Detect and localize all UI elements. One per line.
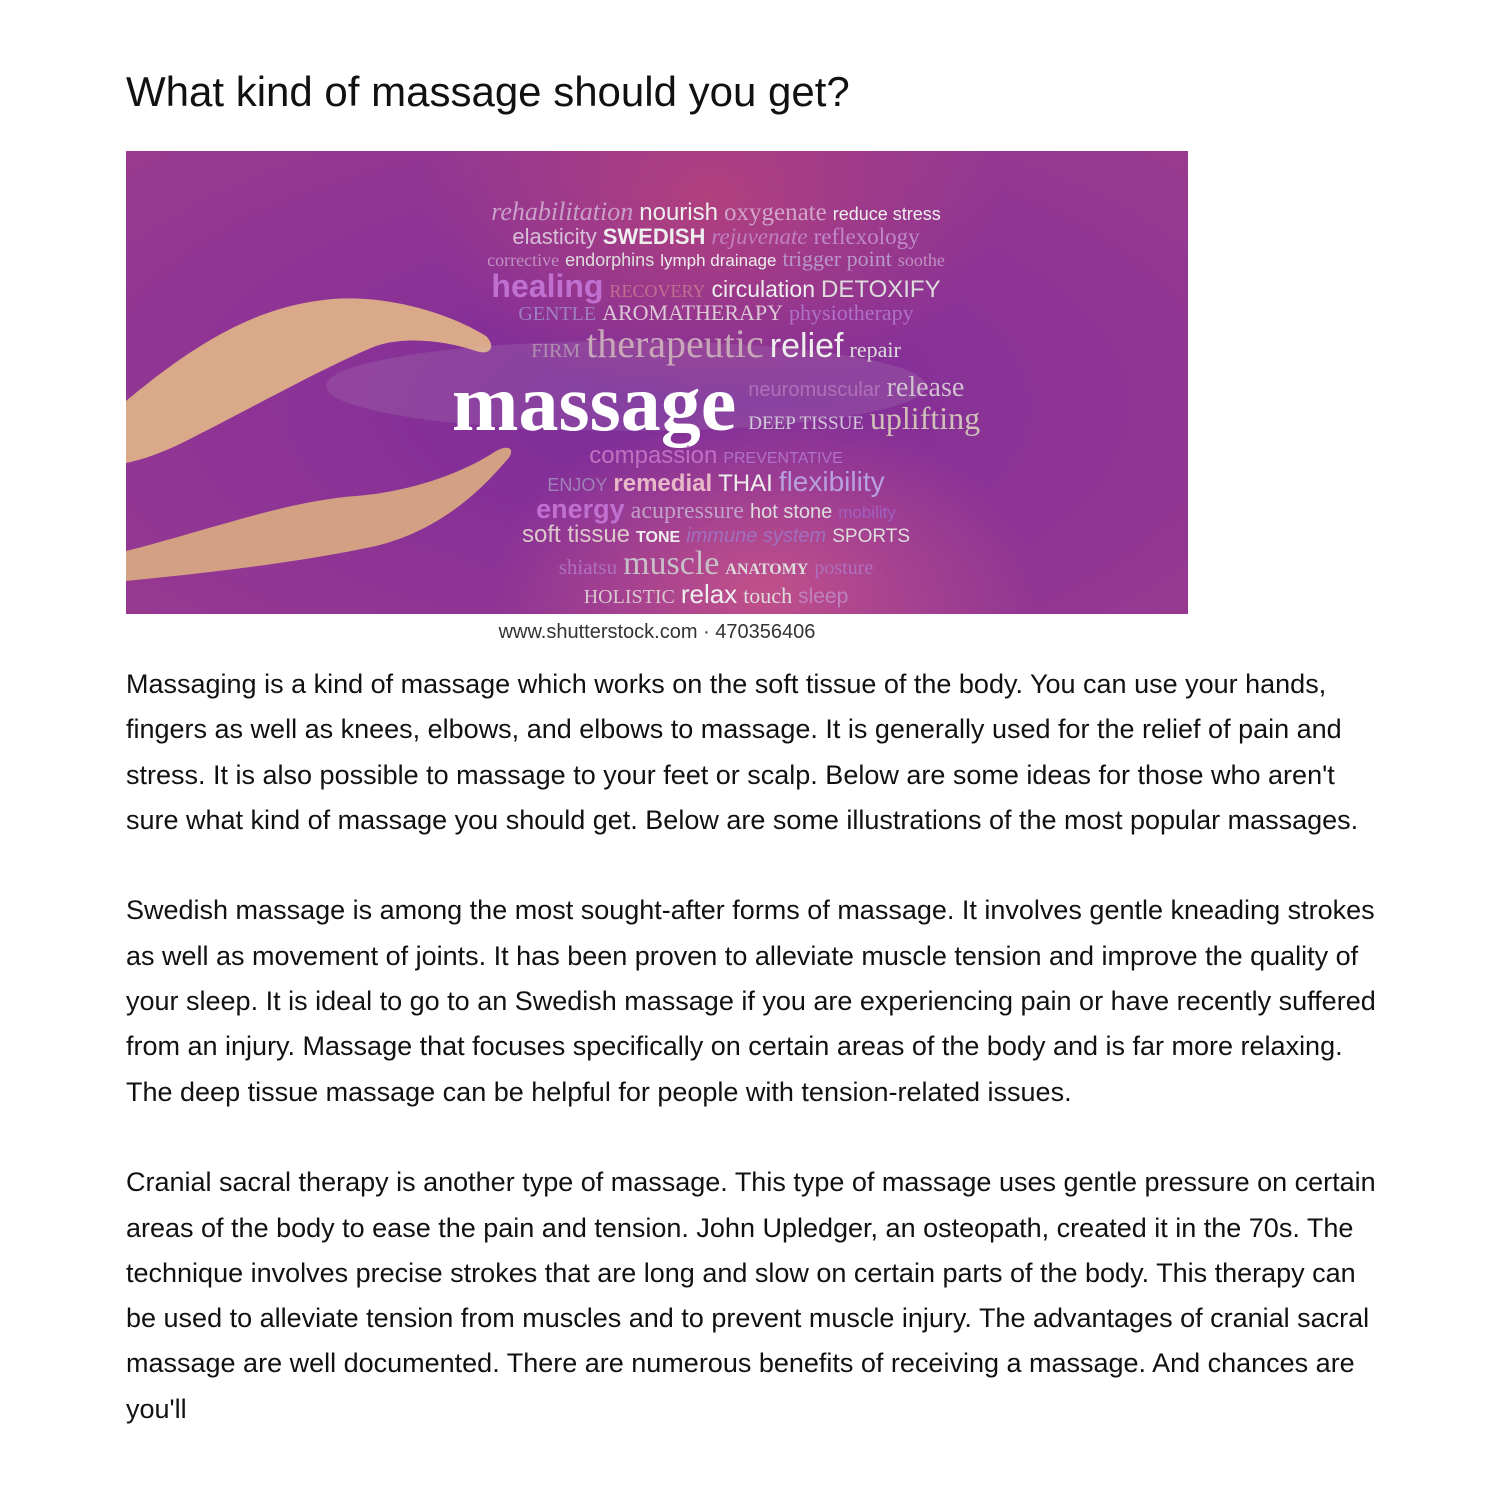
word-group: [745, 374, 983, 434]
word: immune system: [686, 525, 827, 547]
word: soothe: [897, 250, 945, 270]
massage-word-cloud-image: [126, 151, 1188, 614]
word: DEEP TISSUE: [748, 413, 864, 434]
word: DETOXIFY: [821, 276, 941, 303]
word: rehabilitation: [491, 197, 634, 226]
word-row: [745, 374, 967, 402]
word: soft tissue: [521, 521, 631, 548]
paragraph: Swedish massage is among the most sought-after forms of massage. It involves gentle kneading strokes as well as movement of joints. It has been proven to alleviate muscle tension and improve the quality of your sleep. It is ideal to go to an Swedish massage if you are experiencing pain or have recently suffered from an injury. Massage that focuses specifically on certain areas of the body and is far more relaxing. The deep tissue massage can be helpful for people with tension-related issues.: [126, 895, 1376, 1107]
word: touch: [743, 583, 793, 608]
word: rejuvenate: [711, 224, 808, 249]
word: compassion: [589, 442, 718, 469]
word: acupressure: [630, 498, 744, 524]
word-row: [488, 199, 944, 225]
word: ENJOY: [547, 475, 608, 495]
word: THAI: [718, 470, 773, 497]
word-row: [586, 444, 846, 468]
word: shiatsu: [558, 555, 618, 579]
word-row: [556, 547, 877, 581]
word: neuromuscular: [748, 379, 881, 401]
word: trigger point: [782, 246, 892, 271]
word: sleep: [798, 585, 849, 608]
word: oxygenate: [723, 199, 827, 226]
word-row: [509, 225, 922, 248]
article-body: [126, 662, 1386, 1477]
word: circulation: [711, 276, 815, 302]
word-row: [449, 360, 983, 448]
word: elasticity: [512, 224, 597, 249]
word: GENTLE: [518, 303, 597, 325]
word-row: [581, 581, 852, 607]
word: therapeutic: [586, 321, 764, 366]
word: AROMATHERAPY: [602, 300, 784, 325]
word: remedial: [613, 470, 713, 497]
word: RECOVERY: [609, 281, 706, 301]
word: reduce stress: [832, 204, 941, 224]
image-caption: www.shutterstock.com · 470356406: [498, 621, 816, 643]
word-row: [519, 523, 913, 547]
word-row: [484, 248, 948, 270]
word: muscle: [623, 545, 720, 582]
word-row: [488, 270, 943, 302]
word: reflexology: [813, 224, 920, 249]
word: TONE: [636, 529, 681, 546]
word: repair: [849, 337, 901, 362]
page-title: What kind of massage should you get?: [126, 68, 850, 115]
word: SWEDISH: [602, 224, 706, 249]
paragraph: Massaging is a kind of massage which works on the soft tissue of the body. You can use your hands, fingers as well as knees, elbows, and elbows to massage. It is generally used for the relief of pain and stress. It is also possible to massage to your feet or scalp. Below are some ideas for those who aren't sure what kind of massage you should get. Below are some illustrations of the most popular massages.: [126, 669, 1359, 835]
word: uplifting: [869, 400, 981, 436]
word: energy: [536, 494, 625, 524]
word: relief: [769, 327, 844, 365]
word: release: [886, 372, 965, 403]
word: posture: [814, 557, 874, 579]
word: lymph drainage: [660, 251, 777, 270]
word-row: [533, 496, 899, 523]
word: mobility: [838, 503, 896, 522]
word: corrective: [487, 250, 560, 270]
word: flexibility: [778, 466, 885, 497]
word: endorphins: [565, 250, 655, 270]
word: physiotherapy: [789, 300, 914, 325]
word: hot stone: [749, 501, 833, 523]
word: HOLISTIC: [583, 586, 675, 608]
word: relax: [680, 579, 738, 609]
word: SPORTS: [832, 526, 910, 547]
word: healing: [491, 268, 604, 304]
word-row: [528, 321, 904, 366]
word-cloud: [316, 199, 1116, 607]
word: ANATOMY: [725, 561, 809, 578]
word: nourish: [639, 199, 718, 226]
word: FIRM: [531, 340, 581, 362]
word-row: [544, 468, 887, 496]
paragraph: Cranial sacral therapy is another type of massage. This type of massage uses gentle pressure on certain areas of the body to ease the pain and tension. John Upledger, an osteopath, created it in the 70s. The technique involves precise strokes that are long and slow on certain parts of the body. This therapy can be used to alleviate tension from muscles and to prevent muscle injury. The advantages of cranial sacral massage are well documented. There are numerous benefits of receiving a massage. And chances are you'll: [126, 1167, 1376, 1424]
word: massage: [451, 360, 737, 448]
word-row: [745, 402, 983, 434]
word: PREVENTATIVE: [723, 450, 843, 467]
